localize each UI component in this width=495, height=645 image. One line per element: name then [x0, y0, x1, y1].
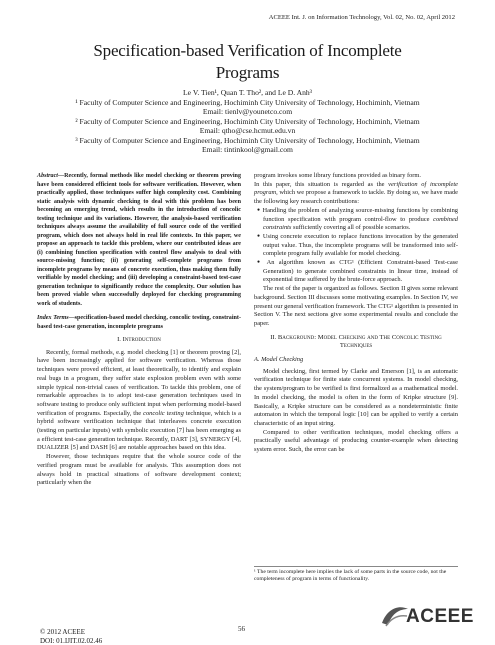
copyright-text: © 2012 ACEEE	[40, 628, 102, 637]
bullet-icon: ●	[257, 208, 260, 213]
section-1-heading: I. Introduction	[37, 336, 241, 345]
email-2: Email: qtho@cse.hcmut.edu.vn	[0, 126, 495, 136]
abstract	[37, 172, 241, 308]
footer-left	[40, 628, 102, 645]
logo-text: ACEEE	[406, 606, 474, 628]
subsection-heading: A. Model Checking	[254, 356, 458, 365]
author-block	[0, 88, 495, 155]
right-paragraph-1	[254, 181, 458, 207]
email-1: Email: tienlv@younetco.com	[0, 107, 495, 117]
intro-p1-emphasis: concolic testing	[143, 410, 184, 417]
affiliation-1: ¹ Faculty of Computer Science and Engineering, Hochiminh City University of Technology, Hochiminh, Vietnam	[0, 98, 495, 108]
bullet-2-text: Using concrete execution to replace functions invocation by the generated output value. Thus, the incomplete programs will be transformed into self-complete program fully available for model checking.	[263, 233, 458, 257]
author-names: Le V. Tien¹, Quan T. Tho², and Le D. Anh³	[0, 88, 495, 98]
right-paragraph-3: Model checking, first termed by Clarke and Emerson [1], is an automatic verification technique for finite state concurrent systems. In model checking, the system/program to be verified is first formalized as a mathematical model. In model checking, the model is often in the form of Kripke structure [9]. Basically, a Kripke structure can be considered as a nondeterministic finite automaton in which the temporal logic [10] can be applied to verify a certain characteristic of an input string.	[254, 368, 458, 429]
aceee-logo	[380, 603, 478, 629]
bullet-1-rest: sufficiently covering all of possible scenarios.	[293, 224, 410, 231]
right-paragraph-4: Compared to other verification techniques, model checking offers a practically useful advantage of producing counter-example when detecting system error. Such, the error can be	[254, 429, 458, 455]
title-line-1: Specification-based Verification of Incomplete	[0, 40, 495, 62]
right-paragraph-2: The rest of the paper is organized as follows. Section II gives some relevant background. Section III discusses some motivating examples. In Section IV, we present our general verification framework. The CTG¹ algorithm is presented in Section V. The next sections give some experimental results and conclude the paper.	[254, 285, 458, 329]
right-paragraph-0: program invokes some library functions provided as binary form.	[254, 172, 458, 181]
left-column	[37, 172, 241, 488]
index-terms	[37, 314, 241, 331]
bullet-3-text: An algorithm known as CTG¹ (Efficient Constraint-based Test-case Generation) to generate combined constraints in linear time, instead of exponential time suffered by the brute-force approach.	[263, 259, 458, 283]
intro-p1-text: Recently, formal methods, e.g. model checking [1] or theorem proving [2], have been increasingly applied for software verification. Whereas those techniques were proved efficient, at least theoretically, to identify and explain real bugs in a program, they suffer state explosion problem even with some simple typical non-trivial cases of verification. To tackle this problem, one of remarkable approaches is to adopt test-case generation techniques used in software testing to produce only sufficient input when performing model-based verification of programs. Especially, the	[37, 349, 241, 417]
affiliation-2: ² Faculty of Computer Science and Engineering, Hochiminh City University of Technology, Hochiminh, Vietnam	[0, 117, 495, 127]
affiliation-3: ³ Faculty of Computer Science and Engineering, Hochiminh City University of Technology, Hochiminh, Vietnam	[0, 136, 495, 146]
contribution-bullet-3	[254, 259, 458, 285]
index-terms-text: —specification-based model checking, concolic testing, constraint-based test-case generation, incomplete programs	[37, 315, 241, 330]
index-terms-label: Index Terms	[37, 315, 69, 321]
contribution-bullet-1	[254, 207, 458, 233]
paper-title	[0, 40, 495, 84]
right-column	[254, 172, 458, 455]
email-3: Email: tintinkool@gmail.com	[0, 145, 495, 155]
intro-paragraph-1	[37, 349, 241, 453]
doi-text: DOI: 01.IJIT.02.02.46	[40, 637, 102, 645]
abstract-label: Abstract	[37, 173, 58, 179]
title-line-2: Programs	[0, 62, 495, 84]
right-p1-text: In this paper, this situation is regarded as the	[254, 181, 384, 188]
page-number: 56	[238, 625, 245, 633]
contribution-bullet-2	[254, 233, 458, 259]
right-p1-emphasis: verification of incomplete program	[254, 181, 458, 197]
footnote: ¹ The term incomplete here implies the lack of some parts in the source code, not the completeness of program in terms of functionality.	[254, 566, 458, 583]
section-2-heading: II. Background: Model Checking and The Concolic Testing Techniques	[254, 334, 458, 351]
intro-paragraph-2: However, those techniques require that the whole source code of the verified program must be available for analysis. This assumption does not always hold in practical situations of software development context; particularly when the	[37, 453, 241, 488]
right-p1-rest: , which we propose a framework to tackle. By doing so, we have made the following key research contributions:	[254, 189, 458, 205]
bullet-1-emphasis: combined constraints	[263, 216, 458, 232]
bullet-icon: ●	[257, 260, 263, 265]
intro-p1-rest: technique, which is a hybrid software verification technique that interleaves concrete execution (testing on particular inputs) with symbolic execution [7] has been emerging as a efficient test-case generation technique. Recently, DART [3], SYNERGY [4], DUALIZER [5] and DASH [6] are notable approaches based on this idea.	[37, 410, 241, 452]
journal-header: ACEEE Int. J. on Information Technology, Vol. 02, No. 02, April 2012	[269, 14, 455, 21]
bullet-1-text: Handling the problem of analyzing source-missing functions by combining function specification with program control-flow to produce	[262, 207, 458, 223]
abstract-text: —Recently, formal methods like model checking or theorem proving have been considered efficient tools for software verification. However, when practically applied, those techniques suffer high complexity cost. Combining static analysis with dynamic checking to deal with this problem has been becoming an emerging trend, which results in the introduction of concolic testing technique and its variations. However, the analysis-based verification techniques always assume the availability of full source code of the verified program, which does not always hold in real life contexts. In this paper, we propose an approach to tackle this problem, where our contributed ideas are (i) combining function specification with control flow analysis to deal with source-missing function; (ii) generating self-complete programs from incomplete programs by means of concrete execution, thus making them fully verifiable by model checking; and (iii) developing a constraint-based test-case generation technique to significantly reduce the complexity. Our solution has been proved viable when successfully deployed for checking programming work of students.	[37, 173, 241, 307]
bullet-icon: ●	[257, 234, 261, 239]
